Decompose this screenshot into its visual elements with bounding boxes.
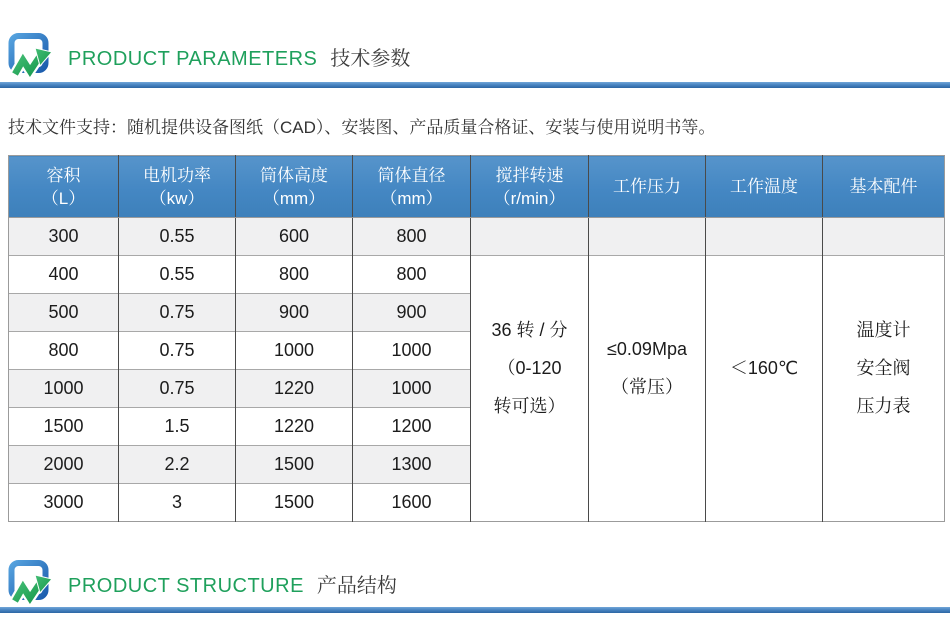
structure-title-zh: 产品结构 <box>316 574 397 597</box>
cell: 800 <box>236 256 353 294</box>
table-header-row <box>9 156 945 218</box>
cell: 800 <box>9 332 119 370</box>
cell: 1000 <box>9 370 119 408</box>
spec-accessories-line: 安全阀 <box>856 357 911 378</box>
cell: 400 <box>9 256 119 294</box>
spec-accessories-line: 压力表 <box>856 395 911 416</box>
cell: 1500 <box>9 408 119 446</box>
cell: 900 <box>353 294 471 332</box>
cell: 1300 <box>353 446 471 484</box>
spec-stir-speed-line: 36 转 / 分 <box>491 319 568 340</box>
brand-logo-icon <box>8 33 55 79</box>
spec-accessories <box>823 256 945 522</box>
spec-accessories-line: 温度计 <box>856 319 911 340</box>
column-header-1 <box>119 156 236 218</box>
column-title: 工作压力 <box>613 177 681 196</box>
column-header-7 <box>823 156 945 218</box>
column-header-2 <box>236 156 353 218</box>
cell: 1500 <box>236 446 353 484</box>
empty-cell <box>589 218 706 256</box>
column-unit: （r/min） <box>493 188 566 208</box>
cell: 1220 <box>236 370 353 408</box>
empty-cell <box>471 218 589 256</box>
structure-title-en: PRODUCT STRUCTURE <box>68 574 304 597</box>
cell: 900 <box>236 294 353 332</box>
spec-temperature-line: ＜160℃ <box>729 357 799 378</box>
column-title: 搅拌转速 <box>495 165 564 185</box>
cell: 1500 <box>236 484 353 522</box>
cell: 300 <box>9 218 119 256</box>
column-header-5 <box>589 156 706 218</box>
spec-stir-speed-line: （0-120 <box>497 357 562 378</box>
structure-section-header <box>0 560 950 606</box>
section-divider <box>0 607 950 613</box>
spec-temperature <box>706 256 823 522</box>
table-row <box>9 218 945 256</box>
spec-pressure <box>589 256 706 522</box>
cell: 2000 <box>9 446 119 484</box>
column-header-3 <box>353 156 471 218</box>
cell: 1220 <box>236 408 353 446</box>
parameters-title-en: PRODUCT PARAMETERS <box>68 47 318 70</box>
column-unit: （mm） <box>380 188 443 208</box>
parameters-section-header <box>0 0 950 79</box>
column-title: 基本配件 <box>849 177 918 196</box>
column-unit: （L） <box>41 188 86 208</box>
table-row <box>9 256 945 294</box>
empty-cell <box>706 218 823 256</box>
brand-logo-icon <box>8 560 55 606</box>
spec-stir-speed <box>471 256 589 522</box>
column-title: 筒体直径 <box>377 165 446 185</box>
cell: 0.55 <box>119 256 236 294</box>
cell: 600 <box>236 218 353 256</box>
cell: 0.75 <box>119 294 236 332</box>
cell: 0.55 <box>119 218 236 256</box>
cell: 1000 <box>353 332 471 370</box>
column-header-4 <box>471 156 589 218</box>
parameters-title-zh: 技术参数 <box>330 47 411 70</box>
column-title: 筒体高度 <box>260 165 328 185</box>
spec-stir-speed-line: 转可选） <box>493 395 566 416</box>
cell: 1200 <box>353 408 471 446</box>
cell: 800 <box>353 218 471 256</box>
cell: 800 <box>353 256 471 294</box>
cell: 0.75 <box>119 332 236 370</box>
column-title: 容积 <box>46 165 81 185</box>
cell: 500 <box>9 294 119 332</box>
cell: 2.2 <box>119 446 236 484</box>
column-unit: （mm） <box>262 188 326 208</box>
parameters-section-title <box>68 42 410 71</box>
spec-pressure-line: ≤0.09Mpa <box>607 338 687 359</box>
empty-cell <box>823 218 945 256</box>
cell: 1000 <box>353 370 471 408</box>
spec-table <box>8 155 945 522</box>
column-title: 工作温度 <box>730 177 798 196</box>
column-header-0 <box>9 156 119 218</box>
technical-docs-note: 技术文件支持：随机提供设备图纸（CAD）、安装图、产品质量合格证、安装与使用说明书等。 <box>8 118 716 137</box>
column-header-6 <box>706 156 823 218</box>
cell: 3000 <box>9 484 119 522</box>
cell: 3 <box>119 484 236 522</box>
structure-section-title <box>68 569 397 598</box>
cell: 0.75 <box>119 370 236 408</box>
cell: 1600 <box>353 484 471 522</box>
cell: 1000 <box>236 332 353 370</box>
column-title: 电机功率 <box>143 165 211 185</box>
section-divider <box>0 82 950 88</box>
cell: 1.5 <box>119 408 236 446</box>
column-unit: （kw） <box>149 188 205 208</box>
spec-pressure-line: （常压） <box>611 376 683 397</box>
